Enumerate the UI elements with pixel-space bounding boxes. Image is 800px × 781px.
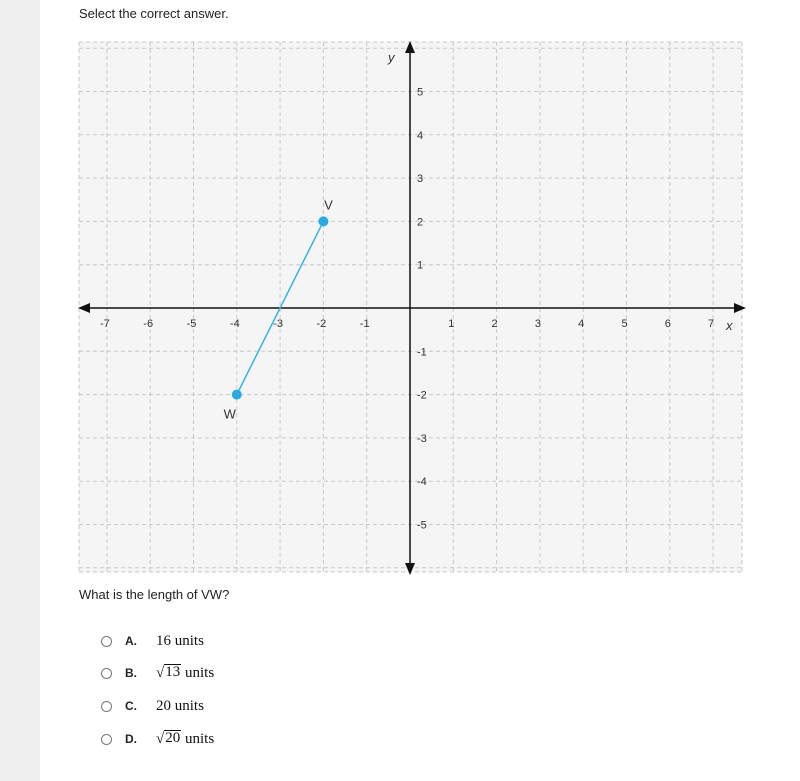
y-tick-label: 2 bbox=[417, 216, 424, 229]
option-b-radicand: 13 bbox=[165, 664, 181, 681]
y-tick-label: 4 bbox=[417, 129, 424, 142]
radio-button-b[interactable] bbox=[101, 668, 112, 679]
y-tick-label: -5 bbox=[417, 519, 427, 532]
y-tick-label: 3 bbox=[417, 173, 424, 186]
x-tick-label: 4 bbox=[578, 318, 585, 330]
x-tick-label: -3 bbox=[273, 318, 283, 330]
x-tick-label: 1 bbox=[448, 318, 455, 330]
square-root-d: √ 20 bbox=[156, 730, 181, 747]
option-b-letter: B. bbox=[125, 666, 137, 680]
y-tick-label: -4 bbox=[417, 476, 427, 489]
point-w bbox=[232, 390, 242, 400]
x-tick-label: 5 bbox=[621, 318, 628, 330]
option-a-text: 16 units bbox=[156, 632, 204, 649]
option-b[interactable] bbox=[101, 663, 215, 683]
x-tick-label: 7 bbox=[708, 318, 715, 330]
x-tick-label: -5 bbox=[186, 318, 197, 330]
point-v bbox=[318, 216, 328, 226]
y-tick-label: -2 bbox=[417, 389, 427, 402]
option-d[interactable] bbox=[101, 729, 215, 749]
x-tick-label: -1 bbox=[359, 318, 370, 330]
x-tick-label: 6 bbox=[664, 318, 671, 330]
y-tick-label: 5 bbox=[417, 86, 424, 99]
y-tick-label: -1 bbox=[417, 346, 427, 359]
x-tick-label: -7 bbox=[100, 318, 110, 330]
x-tick-label: 2 bbox=[491, 318, 498, 330]
point-label-v: V bbox=[324, 197, 333, 213]
radio-button-d[interactable] bbox=[101, 734, 112, 745]
question-text: What is the length of VW? bbox=[79, 587, 230, 602]
x-tick-label: -4 bbox=[229, 318, 240, 330]
y-axis-label: y bbox=[388, 50, 395, 65]
option-c[interactable] bbox=[101, 696, 204, 716]
square-root-b: √ 13 bbox=[156, 664, 181, 681]
option-a[interactable] bbox=[101, 631, 204, 651]
y-tick-label: -3 bbox=[417, 432, 427, 445]
instruction-text: Select the correct answer. bbox=[79, 6, 229, 21]
radio-button-a[interactable] bbox=[101, 636, 112, 647]
option-d-radicand: 20 bbox=[165, 730, 181, 747]
x-axis-label: x bbox=[726, 318, 733, 333]
x-tick-label: 3 bbox=[534, 318, 541, 330]
option-d-letter: D. bbox=[125, 732, 137, 746]
x-tick-label: -6 bbox=[143, 318, 154, 330]
option-c-letter: C. bbox=[125, 699, 137, 713]
radio-button-c[interactable] bbox=[101, 701, 112, 712]
option-a-letter: A. bbox=[125, 634, 137, 648]
point-label-w: W bbox=[223, 406, 236, 422]
option-d-units: units bbox=[181, 730, 215, 747]
x-tick-label: -2 bbox=[316, 318, 327, 330]
y-tick-label: 1 bbox=[417, 259, 424, 272]
option-d-expression bbox=[156, 730, 214, 748]
option-c-text: 20 units bbox=[156, 697, 204, 714]
option-b-expression bbox=[156, 664, 214, 682]
option-b-units: units bbox=[181, 664, 215, 681]
